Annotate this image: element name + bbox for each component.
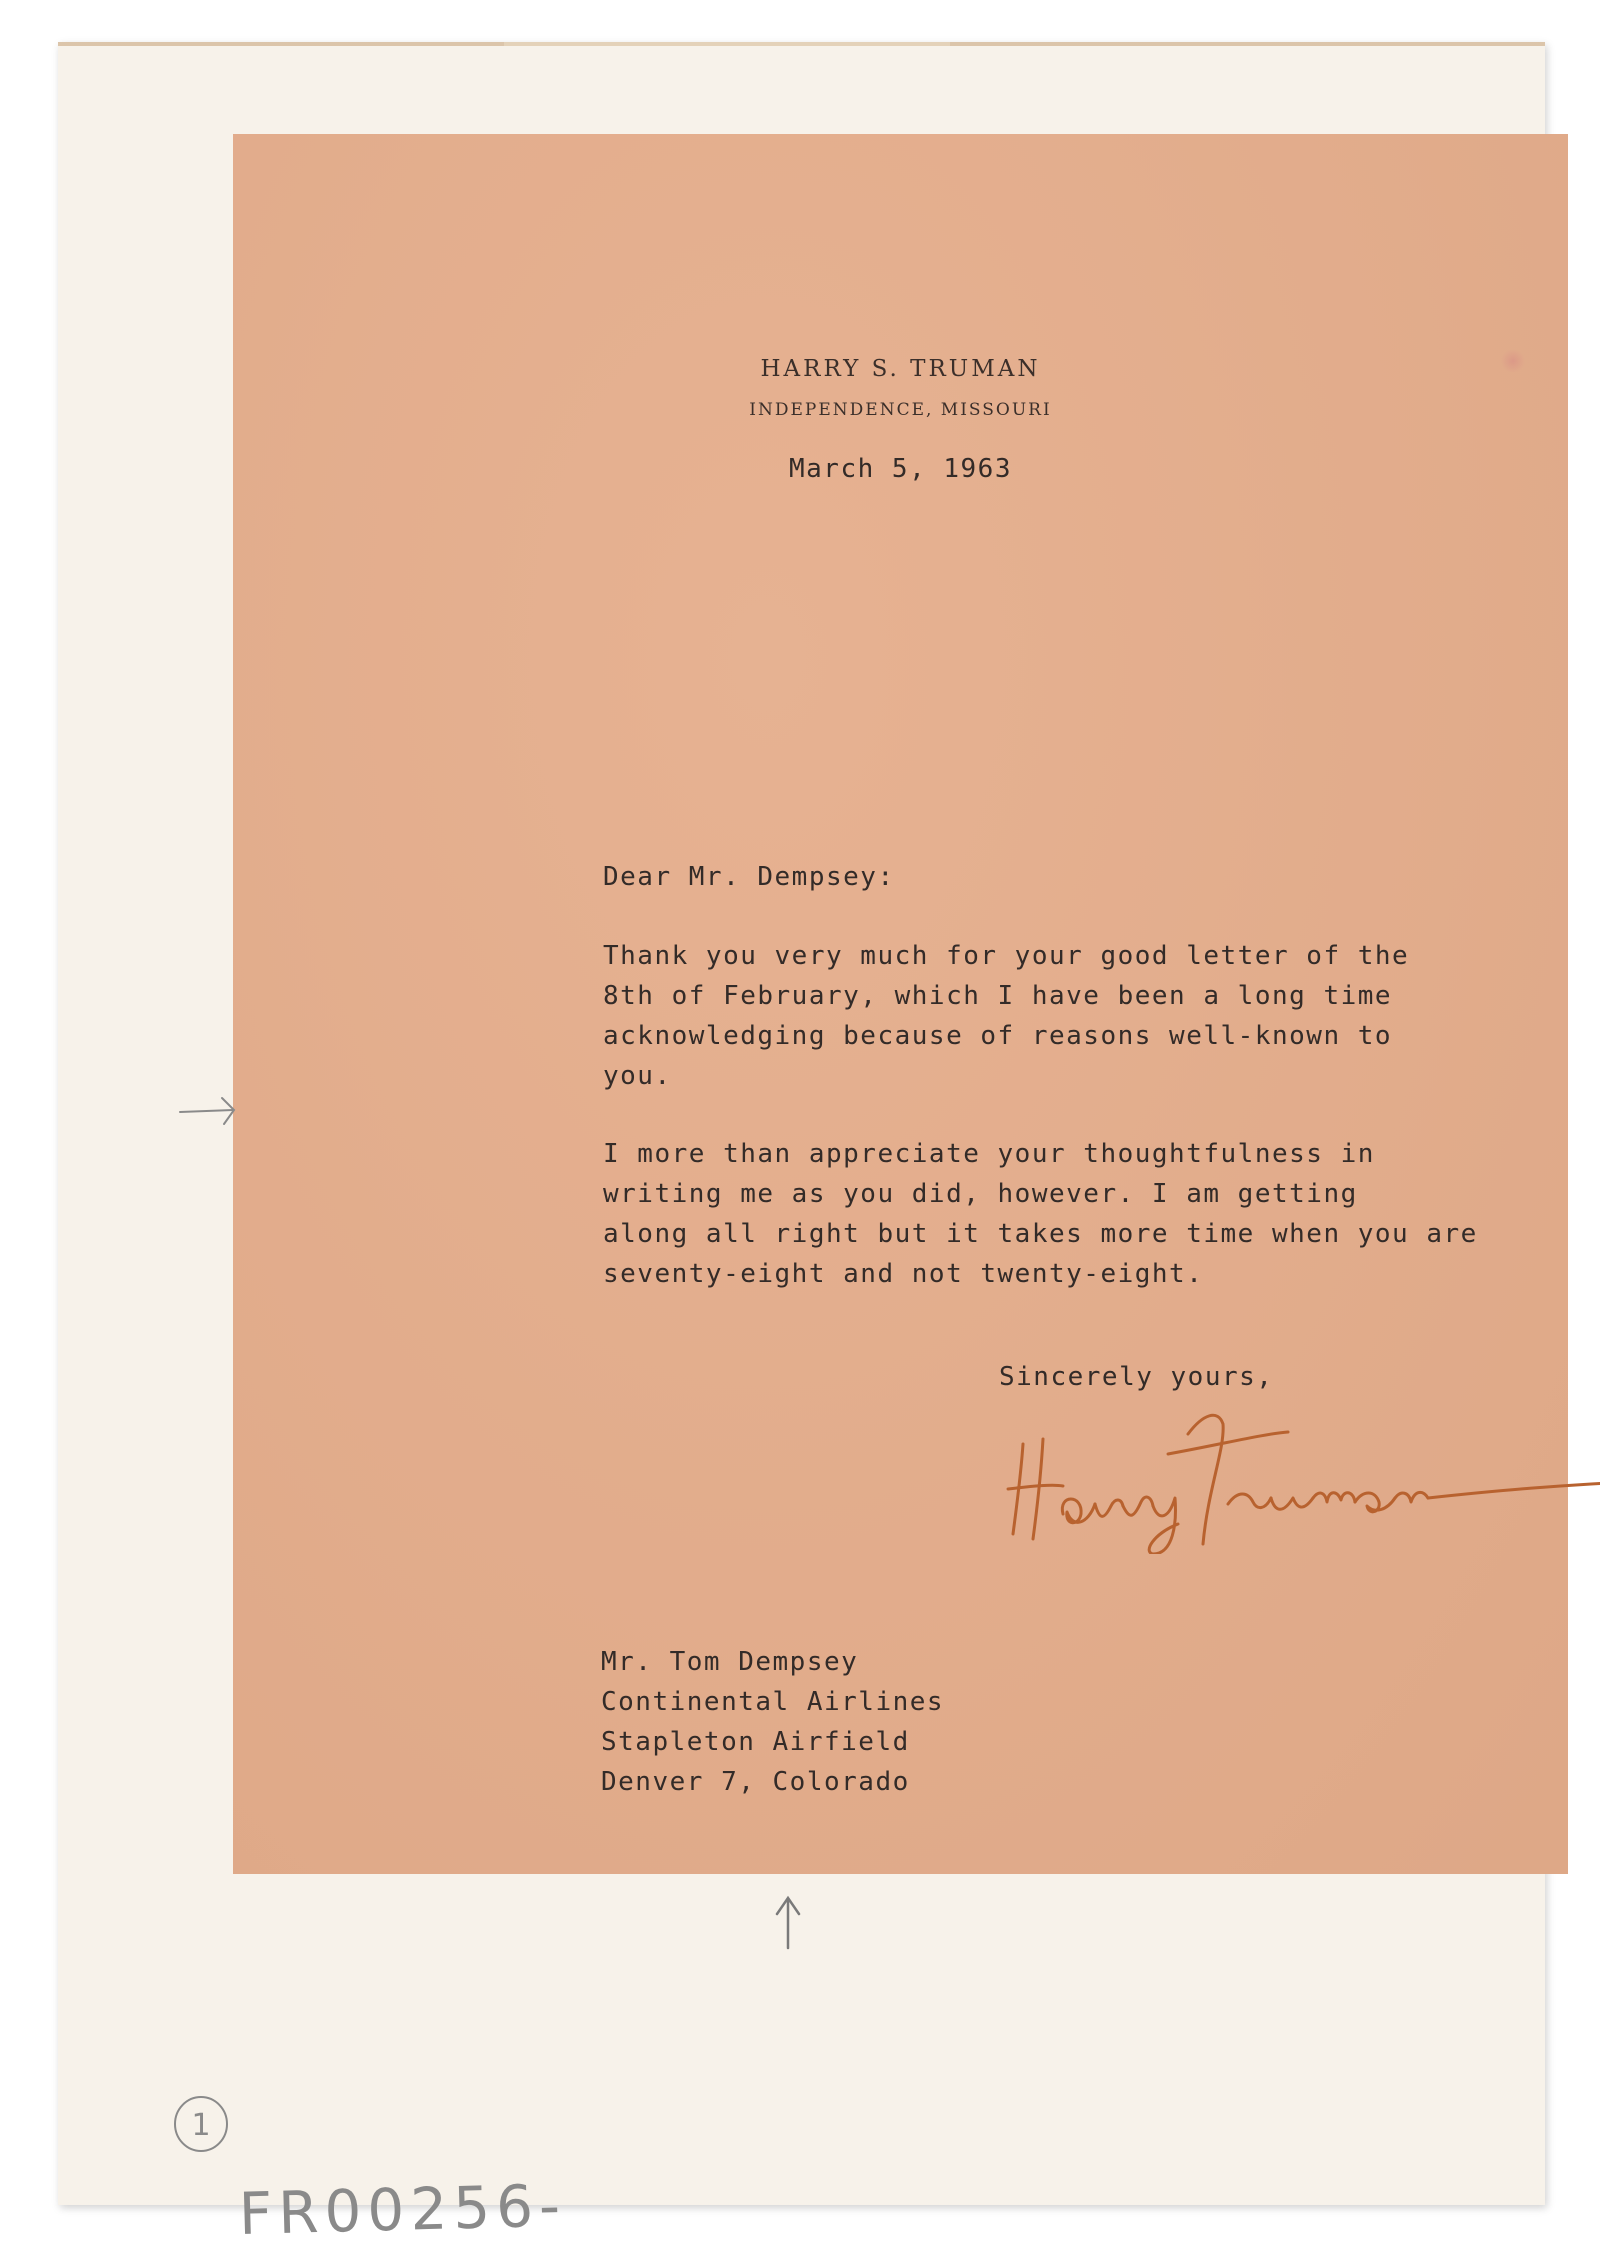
salutation: Dear Mr. Dempsey:: [603, 862, 895, 892]
pencil-arrow-mark: [178, 1090, 238, 1130]
mount-board: [58, 42, 1545, 2248]
address-line: Continental Airlines: [601, 1687, 945, 1717]
body-line: writing me as you did, however. I am getting: [603, 1179, 1358, 1209]
body-paragraph-1: [603, 936, 1409, 1096]
body-paragraph-2: [603, 1134, 1478, 1294]
address-line: Denver 7, Colorado: [601, 1767, 910, 1797]
address-line: Stapleton Airfield: [601, 1727, 910, 1757]
handwritten-signature: [1003, 1394, 1600, 1554]
letter-sheet: [233, 134, 1568, 1874]
body-line: acknowledging because of reasons well-known to: [603, 1021, 1393, 1051]
body-line: I more than appreciate your thoughtfulness in: [603, 1139, 1375, 1169]
body-line: you.: [603, 1061, 672, 1091]
body-line: Thank you very much for your good letter of the: [603, 941, 1410, 971]
circled-number: 1: [191, 2108, 211, 2143]
letterhead-name: HARRY S. TRUMAN: [760, 356, 1041, 382]
address-line: Mr. Tom Dempsey: [601, 1647, 859, 1677]
body-line: seventy-eight and not twenty-eight.: [603, 1259, 1204, 1289]
ink-smudge: [1500, 350, 1526, 372]
letterhead-place: INDEPENDENCE, MISSOURI: [749, 400, 1052, 420]
body-line: along all right but it takes more time when you are: [603, 1219, 1478, 1249]
pencil-up-arrow-mark: [773, 1894, 803, 1950]
closing: Sincerely yours,: [999, 1362, 1274, 1392]
body-line: 8th of February, which I have been a long time: [603, 981, 1393, 1011]
recipient-address: [601, 1642, 944, 1802]
catalog-number: FR00256-: [238, 2171, 567, 2248]
circled-number-mark: [171, 2094, 231, 2154]
letter-date: March 5, 1963: [789, 454, 1012, 484]
